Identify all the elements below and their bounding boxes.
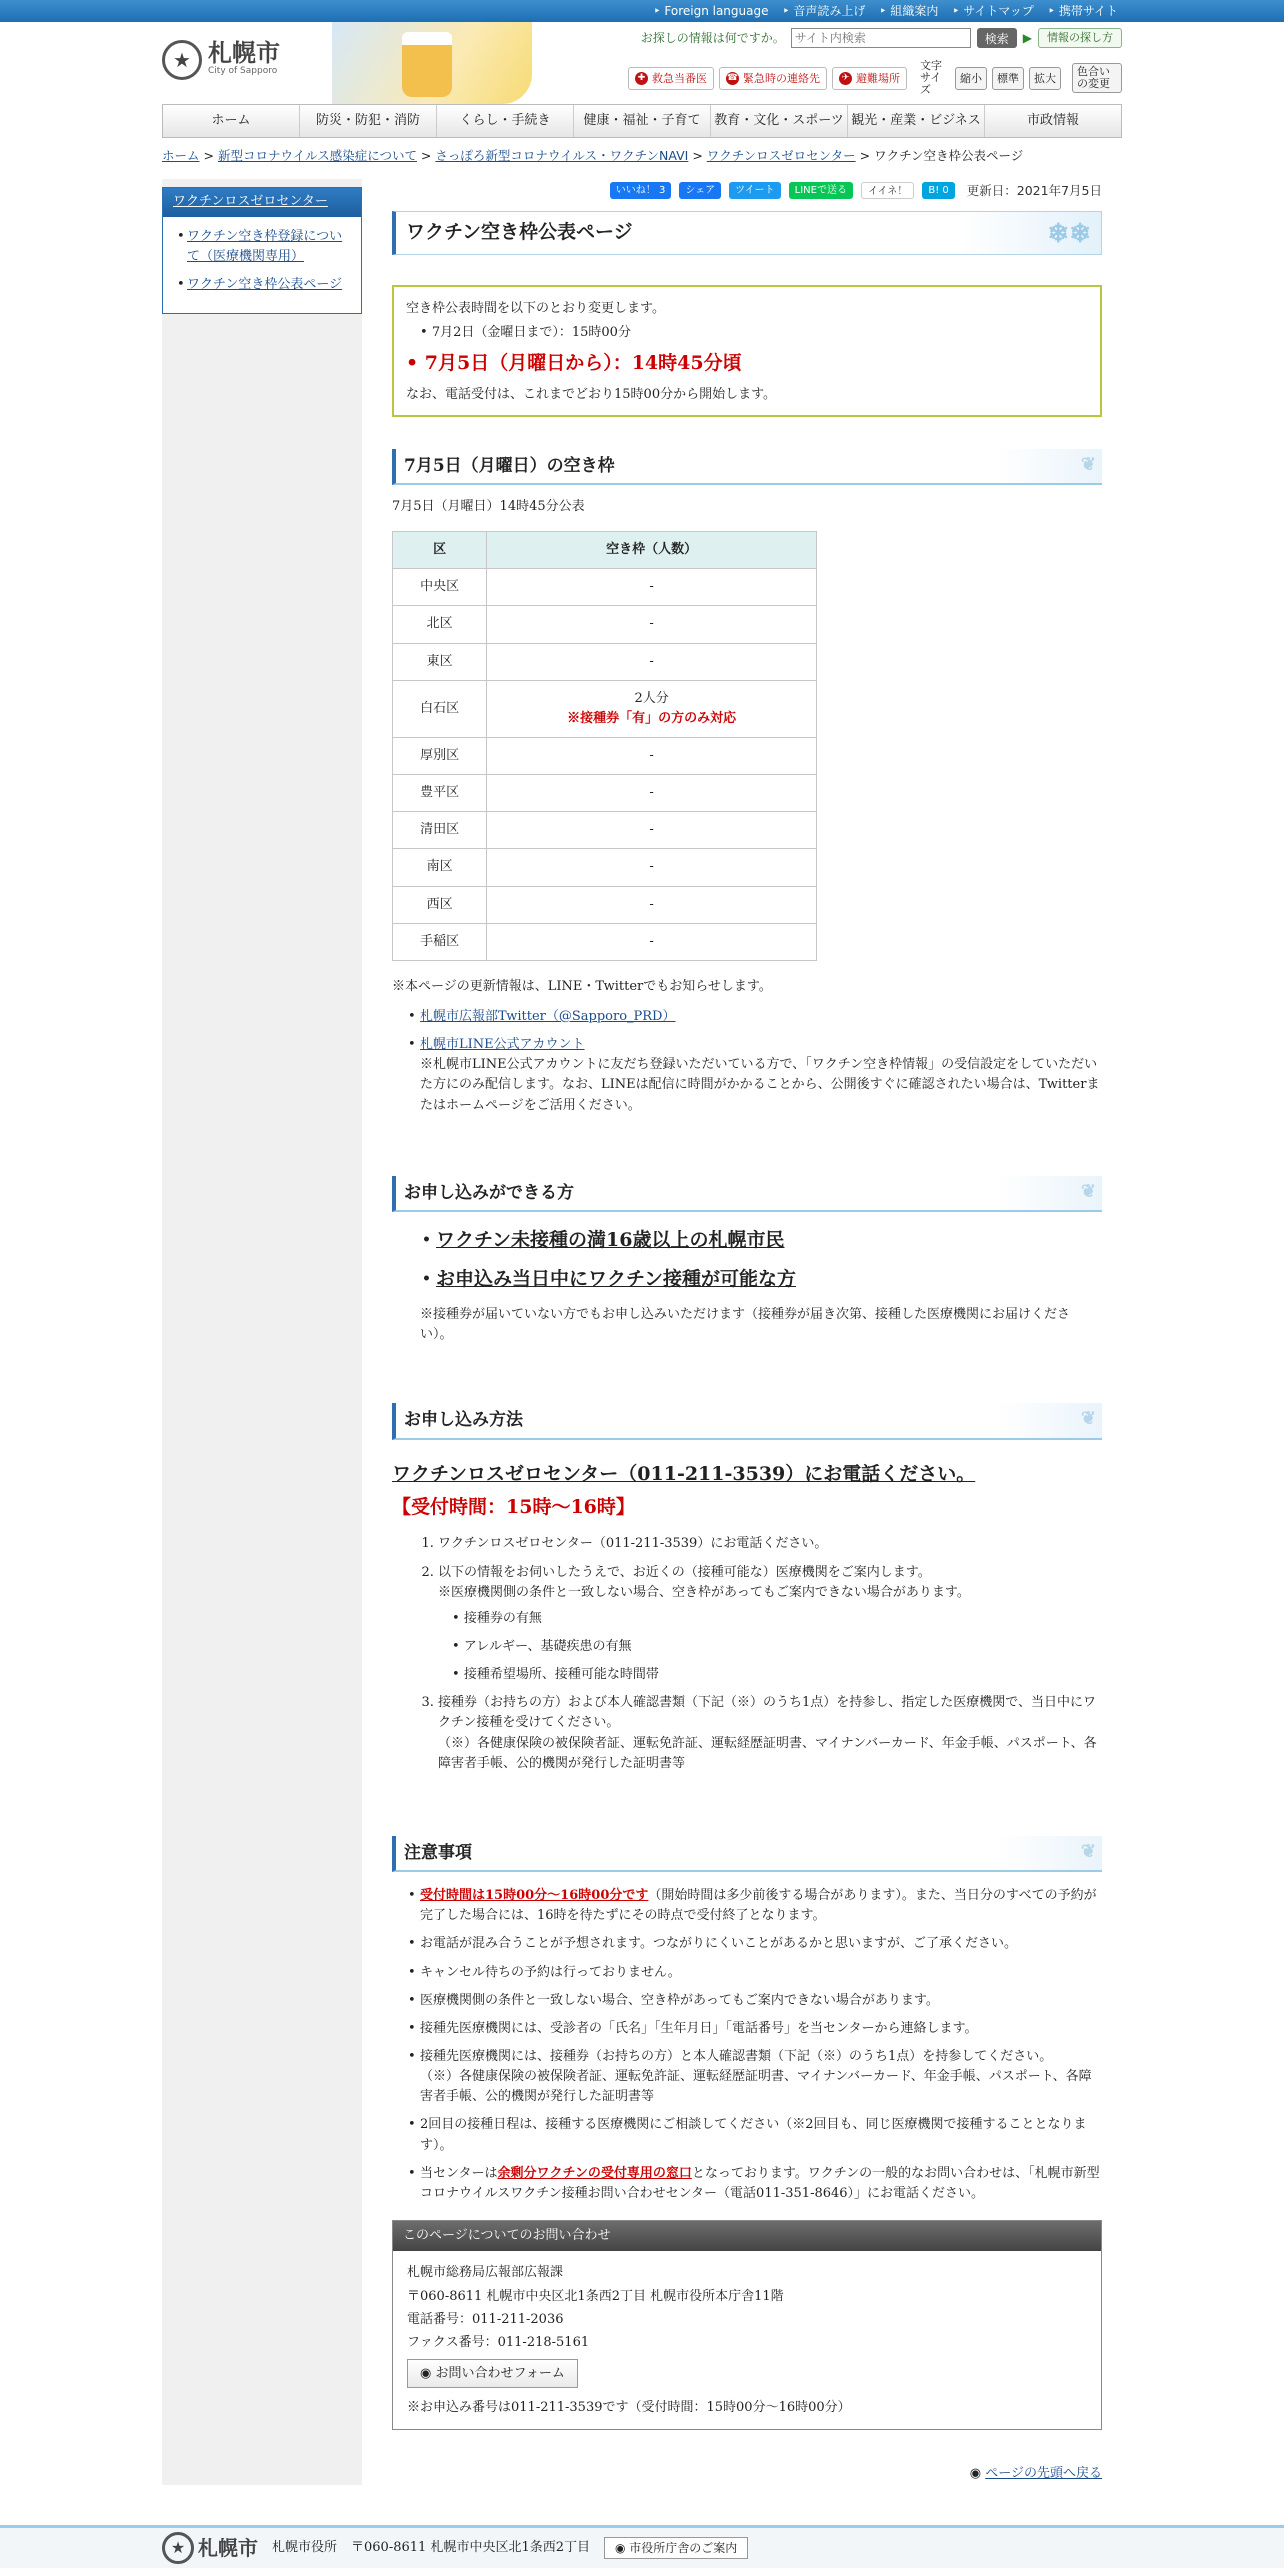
table-row: 西区 -	[393, 886, 817, 923]
contact-form-button[interactable]: ◉ お問い合わせフォーム	[407, 2359, 578, 2388]
step-2-item: • アレルギー、基礎疾患の有無	[452, 1637, 1102, 1657]
table-row: 白石区 2人分 ※接種券「有」の方のみ対応	[393, 680, 817, 737]
breadcrumb-loss-zero[interactable]: ワクチンロスゼロセンター	[706, 148, 856, 163]
notice-intro: 空き枠公表時間を以下のとおり変更します。	[406, 300, 665, 316]
leaf-icon: ❦	[1080, 1840, 1096, 1862]
sidebar	[162, 179, 362, 2484]
footer-address: 〒060-8611 札幌市中央区北1条西2丁目	[351, 2539, 590, 2555]
tweet-button[interactable]: ツイート	[729, 182, 781, 199]
caution-item: • 受付時間は15時00分～16時00分です（開始時間は多少前後する場合があります）。また、当日分のすべての予約が完了した場合には、16時を待たずにその時点で受付終了となります。	[420, 1886, 1102, 1926]
text-size-label: 文字サイズ	[920, 59, 942, 97]
nav-tourism[interactable]: 観光・産業・ビジネス	[848, 105, 985, 137]
leaf-icon: ❦	[1080, 1408, 1096, 1430]
step-2-item: • 接種券の有無	[452, 1609, 1102, 1629]
table-row: 清田区 -	[393, 812, 817, 849]
published-time: 7月5日（月曜日）14時45分公表	[392, 499, 585, 515]
contact-fax: ファクス番号：011-218-5161	[407, 2335, 590, 2351]
availability-heading: 7月5日（月曜日）の空き枠 ❦	[392, 449, 1102, 485]
logo-subtext: City of Sapporo	[208, 66, 278, 77]
table-row: 中央区 -	[393, 569, 817, 606]
circle-arrow-icon: ◉	[420, 2365, 436, 2381]
circle-arrow-icon: ◉	[969, 2466, 986, 2482]
col-ward: 区	[393, 532, 487, 569]
caution-item: • 接種先医療機関には、受診者の「氏名」「生年月日」「電話番号」を当センターから連絡します。	[420, 2019, 1102, 2039]
snowflake-icon: ❄❄	[1047, 219, 1091, 250]
search-label: お探しの情報は何ですか。	[640, 30, 785, 45]
caution-item: • キャンセル待ちの予約は行っておりません。	[420, 1963, 1102, 1983]
caution-item: • お電話が混み合うことが予想されます。つながりにくいことがあるかと思いますが、ご了承ください。	[420, 1934, 1102, 1954]
sidebar-box	[162, 187, 362, 314]
sidebar-item-availability[interactable]: ワクチン空き枠公表ページ	[187, 276, 343, 292]
line-note: ※札幌市LINE公式アカウントに友だち登録いただいている方で、「ワクチン空き枠情報」の受信設定をしていただいた方にのみ配信します。なお、LINEは配信に時間がかかることから、公開後すぐに確認されたい場合は、Twitterまたはホームページをご活用ください。	[420, 1057, 1100, 1113]
breadcrumb: ホーム > 新型コロナウイルス感染症について > さっぽろ新型コロナウイルス・ワクチンNAVI > ワクチンロスゼロセンター > ワクチン空き枠公表ページ	[162, 148, 1024, 163]
office-guide-button[interactable]: ◉ 市役所庁舎のご案内	[604, 2537, 748, 2560]
eligible-item: • ワクチン未接種の満16歳以上の札幌市民	[436, 1226, 1102, 1255]
search-area	[641, 28, 1122, 48]
mixi-iine-button[interactable]: イイネ！	[861, 182, 914, 199]
breadcrumb-covid[interactable]: 新型コロナウイルス感染症について	[217, 148, 417, 163]
footer-office: 札幌市役所	[272, 2539, 338, 2555]
page-title: ワクチン空き枠公表ページ ❄❄	[392, 211, 1102, 254]
main-content	[392, 179, 1102, 2484]
availability-table	[392, 531, 817, 961]
breadcrumb-current: ワクチン空き枠公表ページ	[874, 148, 1024, 163]
call-instruction: ワクチンロスゼロセンター（011-211-3539）にお電話ください。	[392, 1462, 976, 1485]
line-link[interactable]: 札幌市LINE公式アカウント	[420, 1037, 585, 1053]
notice-footer: なお、電話受付は、これまでどおり15時00分から開始します。	[406, 386, 777, 402]
line-share-button[interactable]: LINEで送る	[789, 182, 853, 199]
site-header	[162, 22, 1122, 104]
utility-bar	[0, 0, 1284, 22]
search-button[interactable]: 検索	[977, 28, 1017, 48]
text-shrink-button[interactable]: 縮小	[955, 67, 987, 90]
sidebar-item-registration[interactable]: ワクチン空き枠登録について（医療機関専用）	[187, 228, 343, 264]
facebook-like-button[interactable]: いいね！ 3	[610, 182, 672, 199]
phone-icon: ☎	[726, 72, 739, 83]
method-heading: お申し込み方法 ❦	[392, 1403, 1102, 1439]
eligible-heading: お申し込みができる方 ❦	[392, 1176, 1102, 1212]
site-footer	[0, 2525, 1284, 2568]
nav-disaster[interactable]: 防災・防犯・消防	[300, 105, 437, 137]
caution-item: • 2回目の接種日程は、接種する医療機関にご相談してください（※2回目も、同じ医療機関で接種することとなります）。	[420, 2115, 1102, 2155]
table-row: 南区 -	[393, 849, 817, 886]
nav-living[interactable]: くらし・手続き	[437, 105, 574, 137]
emergency-doctor-button[interactable]: ✚ 救急当番医	[628, 67, 714, 90]
table-row: 豊平区 -	[393, 775, 817, 812]
foreign-language-link[interactable]: ‣ Foreign language	[653, 0, 768, 22]
eligible-note: ※接種券が届いていない方でもお申し込みいただけます（接種券が届き次第、接種した医療機関にお届けください）。	[420, 1306, 1071, 1343]
sidebar-title-link[interactable]: ワクチンロスゼロセンター	[173, 194, 328, 210]
site-logo[interactable]	[162, 40, 280, 80]
caution-item: • 接種先医療機関には、接種券（お持ちの方）と本人確認書類（下記（※）のうち1点）を持参してください。 （※）各健康保険の被保険者証、運転免許証、運転経歴証明書、マイナンバーカード、年金手帳、パスポート、各障害者手帳、公的機関が発行した証明書等	[420, 2047, 1102, 2107]
city-emblem-icon: ★	[162, 2532, 194, 2564]
update-note: ※本ページの更新情報は、LINE・Twitterでもお知らせします。	[392, 978, 772, 994]
breadcrumb-home[interactable]: ホーム	[162, 148, 200, 163]
logo-text: 札幌市	[208, 39, 280, 68]
breadcrumb-vaccine-navi[interactable]: さっぽろ新型コロナウイルス・ワクチンNAVI	[435, 148, 689, 163]
header-hero-image	[332, 22, 532, 104]
contact-tel: 電話番号：011-211-2036	[407, 2311, 564, 2327]
notice-old-time: • 7月2日（金曜日まで）：15時00分	[420, 323, 1088, 343]
emergency-links	[628, 60, 1122, 96]
contact-box	[392, 2220, 1102, 2430]
running-icon: ✈	[839, 72, 852, 85]
hatena-bookmark-button[interactable]: B! 0	[922, 182, 954, 199]
page-top-link[interactable]: ページの先頭へ戻る	[985, 2466, 1102, 2482]
sitemap-link[interactable]: ‣ サイトマップ	[952, 0, 1034, 22]
schedule-change-notice	[392, 285, 1102, 417]
circle-arrow-icon: ◉	[614, 2540, 630, 2555]
twitter-link[interactable]: 札幌市広報部Twitter（@Sapporo_PRD）	[420, 1008, 676, 1024]
city-emblem-icon: ★	[162, 40, 202, 80]
emergency-contact-button[interactable]: ☎ 緊急時の連絡先	[719, 67, 827, 90]
eligible-item: • お申込み当日中にワクチン接種が可能な方	[436, 1265, 1102, 1294]
text-standard-button[interactable]: 標準	[992, 67, 1024, 90]
step-3: 3. 接種券（お持ちの方）および本人確認書類（下記（※）のうち1点）を持参し、指定した医療機関で、当日中にワクチン接種を受けてください。 （※）各健康保険の被保険者証、運転免許証、運転経歴証明書、マイナンバーカード、年金手帳、パスポート、各障害者手帳、公的機関が発行した証明書等	[438, 1693, 1102, 1774]
nav-health[interactable]: 健康・福祉・子育て	[574, 105, 711, 137]
text-enlarge-button[interactable]: 拡大	[1029, 67, 1061, 90]
color-change-button[interactable]: 色合いの変更	[1072, 63, 1122, 93]
global-nav	[162, 104, 1122, 138]
contact-heading: このページについてのお問い合わせ	[393, 2221, 1101, 2251]
nav-home[interactable]: ホーム	[163, 105, 300, 137]
contact-note: ※お申込み番号は011-211-3539です（受付時間：15時00分～16時00分）	[407, 2400, 851, 2416]
voice-reading-link[interactable]: ‣ 音声読み上げ	[782, 0, 865, 22]
leaf-icon: ❦	[1080, 1180, 1096, 1202]
facebook-share-button[interactable]: シェア	[679, 182, 721, 199]
leaf-icon: ❦	[1080, 453, 1096, 475]
search-help-button[interactable]: 情報の探し方	[1038, 28, 1122, 48]
footer-logo[interactable]: ★ 札幌市	[162, 2532, 258, 2564]
ticket-note: ※接種券「有」の方のみ対応	[567, 710, 737, 726]
contact-org: 札幌市総務局広報部広報課	[407, 2265, 564, 2281]
application-steps	[392, 1534, 1102, 1773]
table-row: 北区 -	[393, 606, 817, 643]
medical-icon: ✚	[635, 72, 648, 85]
nav-education[interactable]: 教育・文化・スポーツ	[711, 105, 848, 137]
table-row: 手稲区 -	[393, 923, 817, 960]
evacuation-button[interactable]: ✈ 避難場所	[832, 67, 907, 90]
cautions-heading: 注意事項 ❦	[392, 1836, 1102, 1872]
search-input[interactable]	[791, 28, 971, 48]
caution-item: • 医療機関側の条件と一致しない場合、空き枠があってもご案内できない場合があります。	[420, 1991, 1102, 2011]
caution-item: • 当センターは余剰分ワクチンの受付専用の窓口となっております。ワクチンの一般的なお問い合わせは、「札幌市新型コロナウイルスワクチン接種お問い合わせセンター（電話011-351-8646）」にお電話ください。	[420, 2164, 1102, 2204]
step-1: 1. ワクチンロスゼロセンター（011-211-3539）にお電話ください。	[438, 1534, 1102, 1554]
table-row: 厚別区 -	[393, 738, 817, 775]
arrow-icon: ▶	[1022, 30, 1032, 45]
mobile-site-link[interactable]: ‣ 携帯サイト	[1048, 0, 1118, 22]
step-2-item: • 接種希望場所、接種可能な時間帯	[452, 1665, 1102, 1685]
updated-date: 更新日：2021年7月5日	[966, 182, 1102, 198]
cautions-list	[392, 1886, 1102, 2204]
social-buttons	[392, 179, 1102, 201]
table-row: 東区 -	[393, 643, 817, 680]
reception-hours: 【受付時間：15時～16時】	[392, 1495, 635, 1518]
contact-address: 〒060-8611 札幌市中央区北1条西2丁目 札幌市役所本庁舎11階	[407, 2288, 784, 2304]
organization-link[interactable]: ‣ 組織案内	[879, 0, 938, 22]
nav-city-info[interactable]: 市政情報	[1026, 113, 1079, 128]
step-2: 2. 以下の情報をお伺いしたうえで、お近くの（接種可能な）医療機関をご案内します。 ※医療機関側の条件と一致しない場合、空き枠があってもご案内できない場合があります。 • 接種券の有無 • アレルギー、基礎疾患の有無 • 接種希望場所、接種可能な時間帯	[438, 1563, 1102, 1686]
notice-new-time: • 7月5日（月曜日から）：14時45分頃	[406, 352, 742, 375]
col-slots: 空き枠（人数）	[487, 532, 817, 569]
